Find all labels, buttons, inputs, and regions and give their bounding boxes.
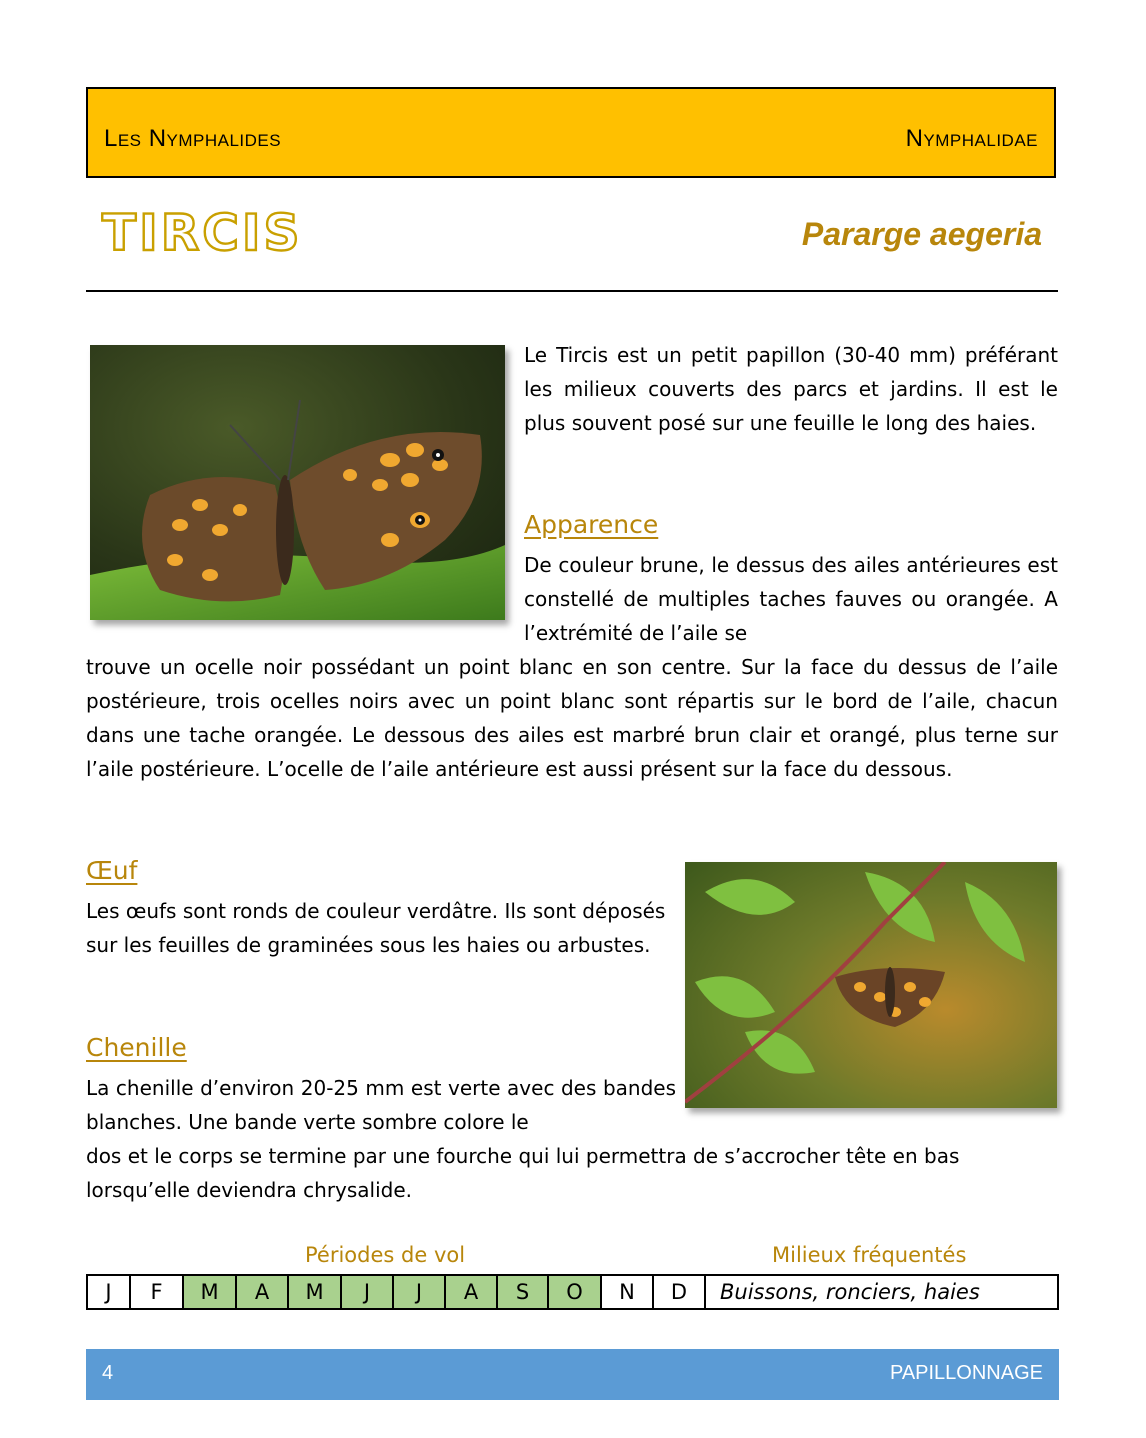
month-cell: F: [130, 1275, 183, 1309]
apparence-text-b: trouve un ocelle noir possédant un point blanc en son centre. Sur la face du dessus de l’aile postérieure, trois ocelles noirs avec un point blanc sont répartis sur le bord de l’aile, chacun dans une tache orangée. Le dessous des ailes est marbré brun clair et orangé, plus terne sur l’aile postérieure. L’ocelle de l’aile antérieure est aussi présent sur la face du dessous.: [86, 655, 1058, 781]
oeuf-heading: Œuf: [86, 856, 138, 885]
month-cell: A: [445, 1275, 497, 1309]
month-cell: M: [288, 1275, 341, 1309]
oeuf-text: Les œufs sont ronds de couleur verdâtre. Ils sont déposés sur les feuilles de graminées sous les haies ou arbustes.: [86, 899, 666, 957]
flight-period-table: [86, 1274, 1059, 1310]
month-cell: A: [236, 1275, 288, 1309]
title-divider: [86, 290, 1058, 292]
month-cell: O: [548, 1275, 601, 1309]
month-cell: J: [393, 1275, 445, 1309]
month-cell: N: [601, 1275, 653, 1309]
month-cell: J: [87, 1275, 130, 1309]
butterfly-photo-2: [685, 862, 1057, 1108]
habitat-value: Buissons, ronciers, haies: [705, 1275, 1058, 1309]
chenille-text-a: La chenille d’environ 20-25 mm est verte avec des bandes blanches. Une bande verte sombre colore le: [86, 1076, 676, 1134]
month-cell: D: [653, 1275, 705, 1309]
species-latin-name: Pararge aegeria: [801, 216, 1042, 252]
page-footer: [86, 1349, 1059, 1400]
page-number: 4: [102, 1362, 114, 1384]
intro-paragraph: Le Tircis est un petit papillon (30-40 mm) préférant les milieux couverts des parcs et jardins. Il est le plus souvent posé sur une feuille le long des haies.: [524, 343, 1058, 435]
month-cell: M: [183, 1275, 236, 1309]
family-latin: Nymphalidae: [905, 125, 1038, 152]
butterfly-photo-1: [90, 345, 505, 620]
section-header: [86, 87, 1056, 178]
month-cell: J: [341, 1275, 393, 1309]
month-cell: S: [497, 1275, 548, 1309]
chenille-text-b: dos et le corps se termine par une fourche qui lui permettra de s’accrocher tête en bas lorsqu’elle deviendra chrysalide.: [86, 1144, 960, 1202]
family-french: Les Nymphalides: [104, 125, 282, 152]
apparence-text-a: De couleur brune, le dessus des ailes antérieures est constellé de multiples taches fauves ou orangée. A l’extrémité de l’aile se: [524, 553, 1058, 645]
habitats-label: Milieux fréquentés: [772, 1243, 967, 1267]
footer-brand: PAPILLONNAGE: [889, 1362, 1043, 1384]
apparence-heading: Apparence: [524, 510, 659, 539]
chenille-heading: Chenille: [86, 1033, 187, 1062]
species-title: TIRCIS: [102, 204, 303, 262]
flight-periods-label: Périodes de vol: [305, 1243, 466, 1267]
